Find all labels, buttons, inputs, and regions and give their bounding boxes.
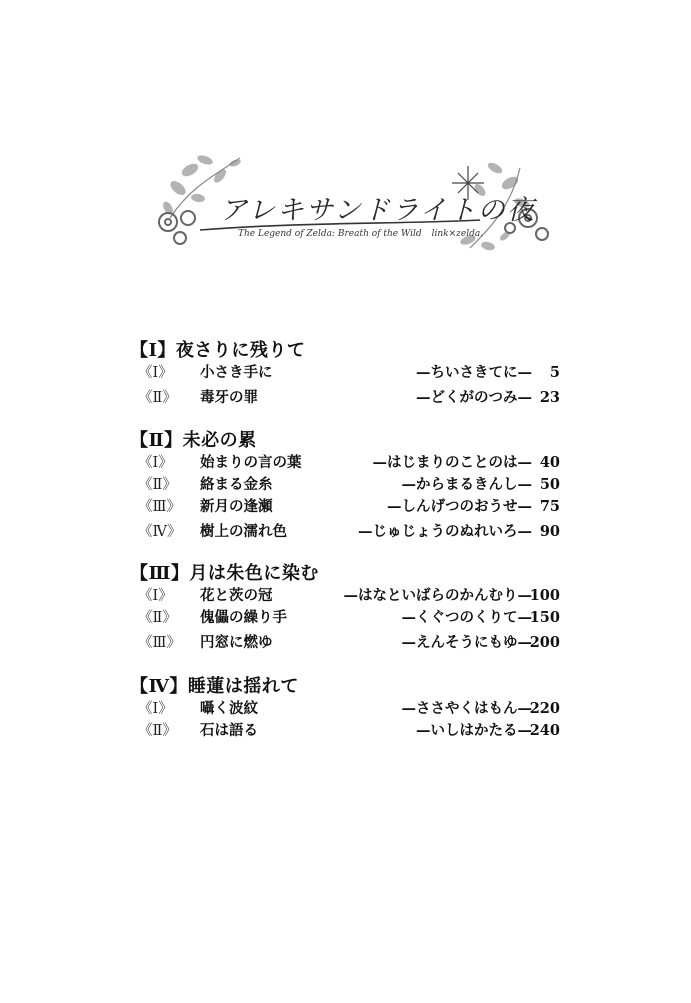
entry-page: 100 (529, 587, 560, 604)
part-title: 【Ⅱ】未必の累 (130, 430, 257, 451)
entry-title: 花と茨の冠 (200, 587, 273, 604)
logo-subtitle-tag: link×zelda. (431, 229, 484, 239)
entry-number: 《Ⅲ》 (138, 635, 181, 651)
part-title: 【Ⅳ】睡蓮は揺れて (130, 676, 299, 697)
toc-entry (130, 720, 560, 742)
entry-number: 《Ⅱ》 (138, 477, 177, 493)
part-title: 【Ⅲ】月は朱色に染む (130, 563, 319, 584)
entry-number: 《Ⅲ》 (138, 499, 181, 515)
toc-entry (130, 474, 560, 496)
toc-part (130, 340, 560, 409)
logo-subtitle (238, 229, 483, 239)
toc-part (130, 676, 560, 742)
toc-entry (130, 521, 560, 543)
toc-entry (130, 362, 560, 384)
toc-entry (130, 387, 560, 409)
toc-part (130, 563, 560, 654)
entry-page: 40 (539, 454, 560, 471)
entry-page: 200 (529, 634, 560, 651)
entry-number: 《Ⅰ》 (138, 701, 173, 717)
toc-entry (130, 607, 560, 629)
entry-page: 240 (529, 722, 560, 739)
logo-title: アレキサンドライトの夜 (220, 195, 536, 226)
entry-title: 絡まる金糸 (200, 476, 273, 493)
entry-page: 23 (539, 389, 560, 406)
entry-title: 小さき手に (200, 364, 273, 381)
entry-title: 樹上の濡れ色 (200, 523, 287, 540)
toc-entry (130, 452, 560, 474)
entry-reading: —くぐつのくりて— (401, 609, 532, 626)
entry-page: 50 (539, 476, 560, 493)
entry-number: 《Ⅰ》 (138, 455, 173, 471)
entry-title: 新月の逢瀬 (200, 498, 273, 515)
entry-number: 《Ⅰ》 (138, 588, 173, 604)
entry-number: 《Ⅱ》 (138, 723, 177, 739)
entry-number: 《Ⅱ》 (138, 390, 177, 406)
entry-title: 始まりの言の葉 (200, 454, 302, 471)
logo (150, 148, 550, 258)
entry-title: 石は語る (200, 722, 258, 739)
toc-entry (130, 496, 560, 518)
entry-reading: —いしはかたる— (416, 722, 532, 739)
entry-reading: —ちいさきてに— (416, 364, 532, 381)
entry-number: 《Ⅳ》 (138, 524, 182, 540)
logo-subtitle-text: The Legend of Zelda: Breath of the Wild (238, 229, 422, 239)
part-title: 【Ⅰ】夜さりに残りて (130, 340, 306, 361)
entry-title: 囁く波紋 (200, 700, 258, 717)
entry-reading: —からまるきんし— (401, 476, 532, 493)
toc-part (130, 430, 560, 543)
entry-reading: —ささやくはもん— (401, 700, 532, 717)
entry-reading: —えんそうにもゆ— (401, 634, 532, 651)
entry-page: 90 (539, 523, 560, 540)
entry-page: 220 (529, 700, 560, 717)
toc-entry (130, 585, 560, 607)
toc-entry (130, 632, 560, 654)
entry-page: 75 (539, 498, 560, 515)
entry-title: 毒牙の罪 (200, 389, 258, 406)
entry-number: 《Ⅱ》 (138, 610, 177, 626)
entry-page: 150 (529, 609, 560, 626)
toc-entry (130, 698, 560, 720)
entry-title: 円窓に燃ゆ (200, 634, 273, 651)
entry-reading: —はじまりのことのは— (372, 454, 532, 471)
entry-reading: —しんげつのおうせ— (387, 498, 532, 515)
entry-reading: —どくがのつみ— (416, 389, 532, 406)
entry-page: 5 (549, 364, 560, 381)
entry-reading: —じゅじょうのぬれいろ— (358, 523, 532, 540)
entry-reading: —はなといばらのかんむり— (343, 587, 532, 604)
entry-title: 傀儡の繰り手 (200, 609, 287, 626)
entry-number: 《Ⅰ》 (138, 365, 173, 381)
